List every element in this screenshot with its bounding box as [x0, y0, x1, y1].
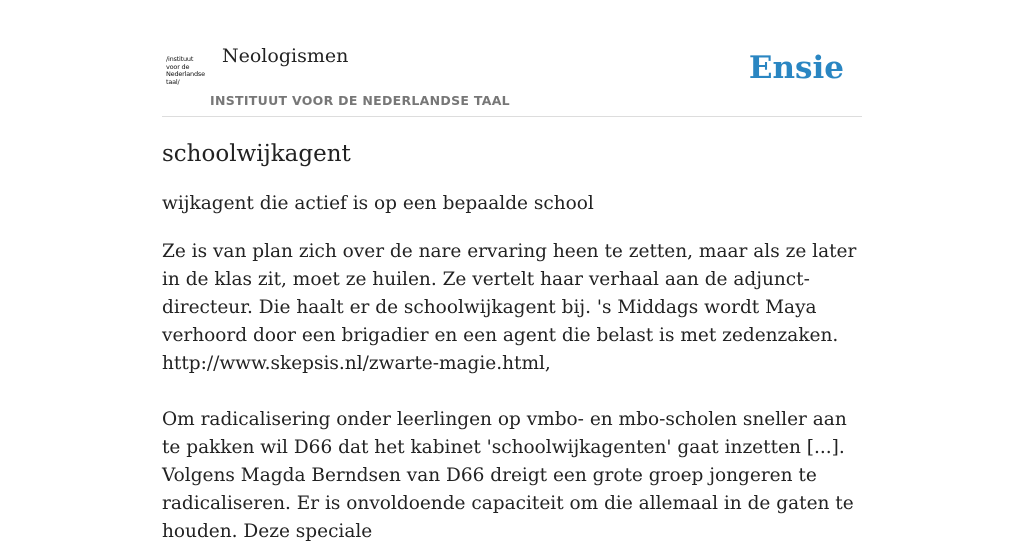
organization-name: INSTITUUT VOOR DE NEDERLANDSE TAAL [210, 93, 510, 108]
logo-line: /instituut [166, 55, 194, 63]
quote-text: Ze is van plan zich over de nare ervaring heen te zetten, maar als ze later in de klas zit, moet ze huilen. Ze vertelt haar verhaal aan de adjunct-directeur. Die haalt er de schoolwijkagent bij. 's Middags wordt Maya verhoord door een brigadier en een agent die belast is met zedenzaken. [162, 241, 857, 346]
site-title[interactable]: Neologismen [222, 45, 349, 67]
quote-spacer [162, 378, 862, 406]
entry-definition: wijkagent die actief is op een bepaalde school [162, 193, 594, 214]
ivdnt-logo[interactable] [166, 56, 208, 86]
logo-line: Nederlandse [166, 70, 205, 78]
example-quotes [162, 238, 862, 546]
logo-line: taal/ [166, 77, 180, 86]
quote-text: Om radicalisering onder leerlingen op vmbo- en mbo-scholen sneller aan te pakken wil D66 dat het kabinet 'schoolwijkagenten' gaat inzetten [...]. Volgens Magda Berndsen van D66 dreigt een grote groep jongeren te radicaliseren. Er is onvoldoende capaciteit om die allemaal in de gaten te houden. Deze speciale [162, 409, 854, 542]
site-header [162, 0, 862, 117]
entry-content [162, 138, 862, 546]
ensie-brand-logo[interactable]: Ensie [748, 50, 844, 86]
logo-line: voor de [166, 62, 190, 71]
entry-headword: schoolwijkagent [162, 141, 351, 167]
quote-source: http://www.skepsis.nl/zwarte-magie.html, [162, 353, 551, 374]
